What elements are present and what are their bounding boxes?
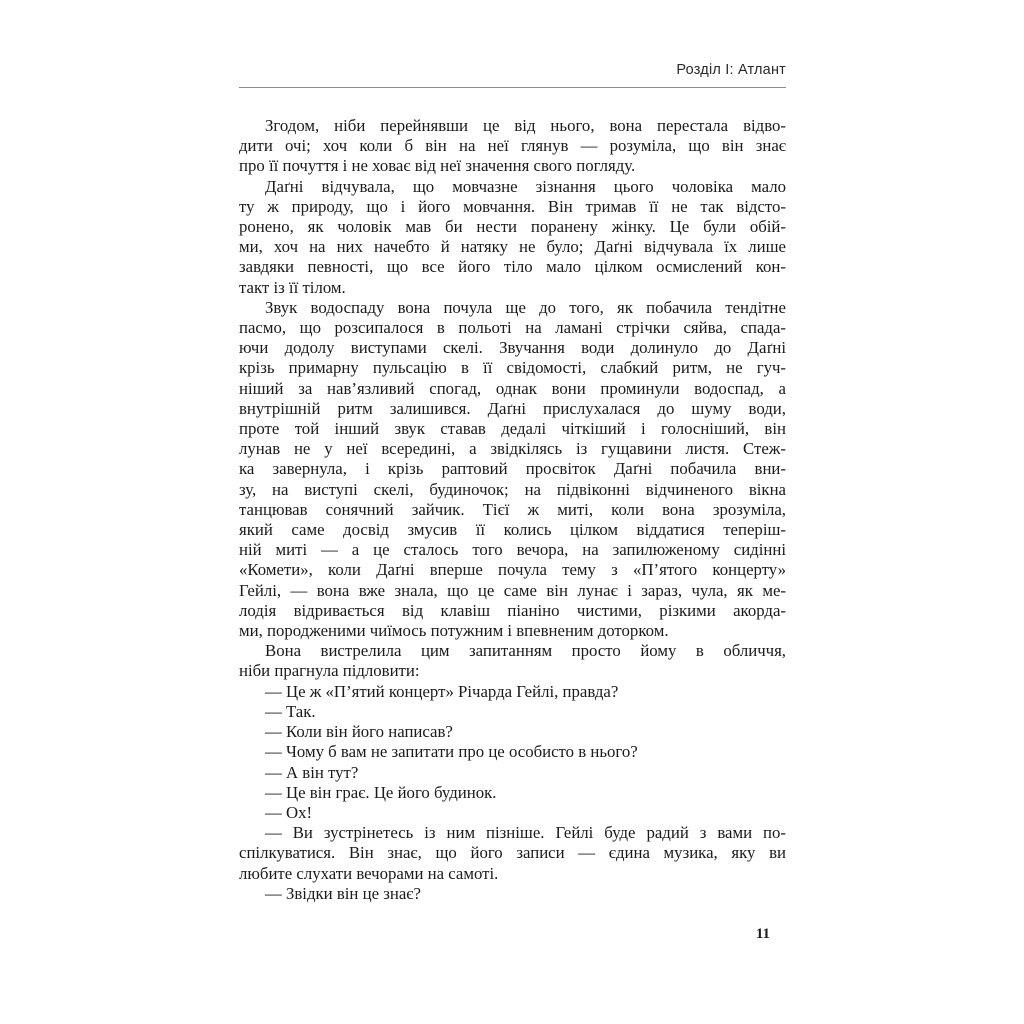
text-line: «Комети», коли Даґні вперше почула тему з «П’ятого концерту»: [239, 560, 786, 580]
text-line: пасмо, що розсипалося в польоті на ламані стрічки сяйва, спада-: [239, 318, 786, 338]
text-line: — Коли він його написав?: [265, 722, 453, 742]
text-line: внутрішній ритм залишився. Даґні прислухалася до шуму води,: [239, 398, 786, 418]
text-line: ми, породженими чиїмось потужним і впевненим доторком.: [239, 621, 669, 641]
chapter-title: Розділ І: Атлант: [676, 62, 786, 78]
text-line: — Ви зустрінетесь із ним пізніше. Гейлі буде радий з вами по-: [265, 823, 786, 843]
text-line: Звук водоспаду вона почула ще до того, як побачила тендітне: [265, 297, 786, 317]
text-line: спілкуватися. Він знає, що його записи — єдина музика, яку ви: [239, 843, 786, 863]
text-line: — Ох!: [265, 802, 313, 822]
text-line: крізь примарну пульсацію в її свідомості, слабкий ритм, не гуч-: [239, 358, 786, 378]
text-line: — А він тут?: [265, 762, 359, 782]
text-line: Згодом, ніби перейнявши це від нього, вона перестала відво-: [265, 116, 786, 135]
text-line: — Це ж «П’ятий концерт» Річарда Гейлі, правда?: [265, 681, 619, 701]
text-line: Вона вистрелила цим запитанням просто йому в обличчя,: [265, 641, 786, 661]
body-text: [239, 116, 786, 904]
text-line: дити очі; хоч коли б він на неї глянув — розуміла, що він знає: [239, 136, 786, 156]
paragraph: [239, 298, 786, 641]
text-line: любите слухати вечорами на самоті.: [239, 863, 499, 883]
paragraph: [239, 783, 786, 803]
text-line: ка завернула, і крізь раптовий просвіток Даґні побачила вни-: [239, 459, 786, 479]
text-line: який саме досвід змусив її колись цілком віддатися теперіш-: [239, 520, 786, 540]
paragraph: [239, 742, 786, 762]
text-line: ній миті — а це сталось того вечора, на запилюженому сидінні: [239, 540, 786, 560]
text-line: ми, хоч на них начебто й натяку не було; Даґні відчувала їх лише: [239, 237, 786, 257]
paragraph: [239, 702, 786, 722]
text-line: ту ж природу, що і його мовчання. Він тримав її не так відсто-: [239, 196, 786, 216]
text-line: — Це він грає. Це його будинок.: [265, 782, 497, 802]
paragraph: [239, 823, 786, 884]
text-line: Даґні відчувала, що мовчазне зізнання цього чоловіка мало: [265, 176, 786, 196]
paragraph: [239, 722, 786, 742]
text-line: завдяки певності, що все його тіло мало цілком осмислений кон-: [239, 257, 786, 277]
text-line: ніби прагнула підловити:: [239, 661, 420, 681]
page-number: 11: [755, 925, 770, 942]
paragraph: [239, 682, 786, 702]
paragraph: [239, 177, 786, 298]
text-line: про її почуття і не ховає від неї значення свого погляду.: [239, 156, 636, 176]
paragraph: [239, 641, 786, 681]
text-line: ронено, як чоловік мав би нести поранену жінку. Це були обій-: [239, 217, 786, 237]
text-line: лунав не у неї всередині, а звідкілясь із гущавини листя. Стеж-: [239, 439, 786, 459]
text-line: проте той інший звук ставав дедалі чіткіший і голосніший, він: [239, 419, 786, 439]
text-line: Гейлі, — вона вже знала, що це саме він лунає і зараз, чула, як ме-: [239, 580, 786, 600]
text-line: — Звідки він це знає?: [265, 883, 421, 903]
text-line: такт із її тілом.: [239, 277, 346, 297]
paragraph: [239, 884, 786, 904]
text-line: ніший за нав’язливий спогад, однак вони проминули водоспад, а: [239, 378, 786, 398]
text-line: — Чому б вам не запитати про це особисто в нього?: [265, 742, 638, 762]
paragraph: [239, 763, 786, 783]
text-line: зу, на виступі скелі, будиночок; на підвіконні відчиненого вікна: [239, 479, 786, 499]
paragraph: [239, 803, 786, 823]
paragraph: [239, 116, 786, 177]
running-header: [239, 62, 786, 88]
text-line: — Так.: [265, 701, 316, 721]
text-line: лодія відривається від клавіш піаніно чистими, різкими акорда-: [239, 600, 786, 620]
text-block: [239, 0, 786, 943]
text-line: ючи додолу виступами скелі. Звучання води долинуло до Даґні: [239, 338, 786, 358]
text-line: танцював сонячний зайчик. Тієї ж миті, коли вона зрозуміла,: [239, 499, 786, 519]
